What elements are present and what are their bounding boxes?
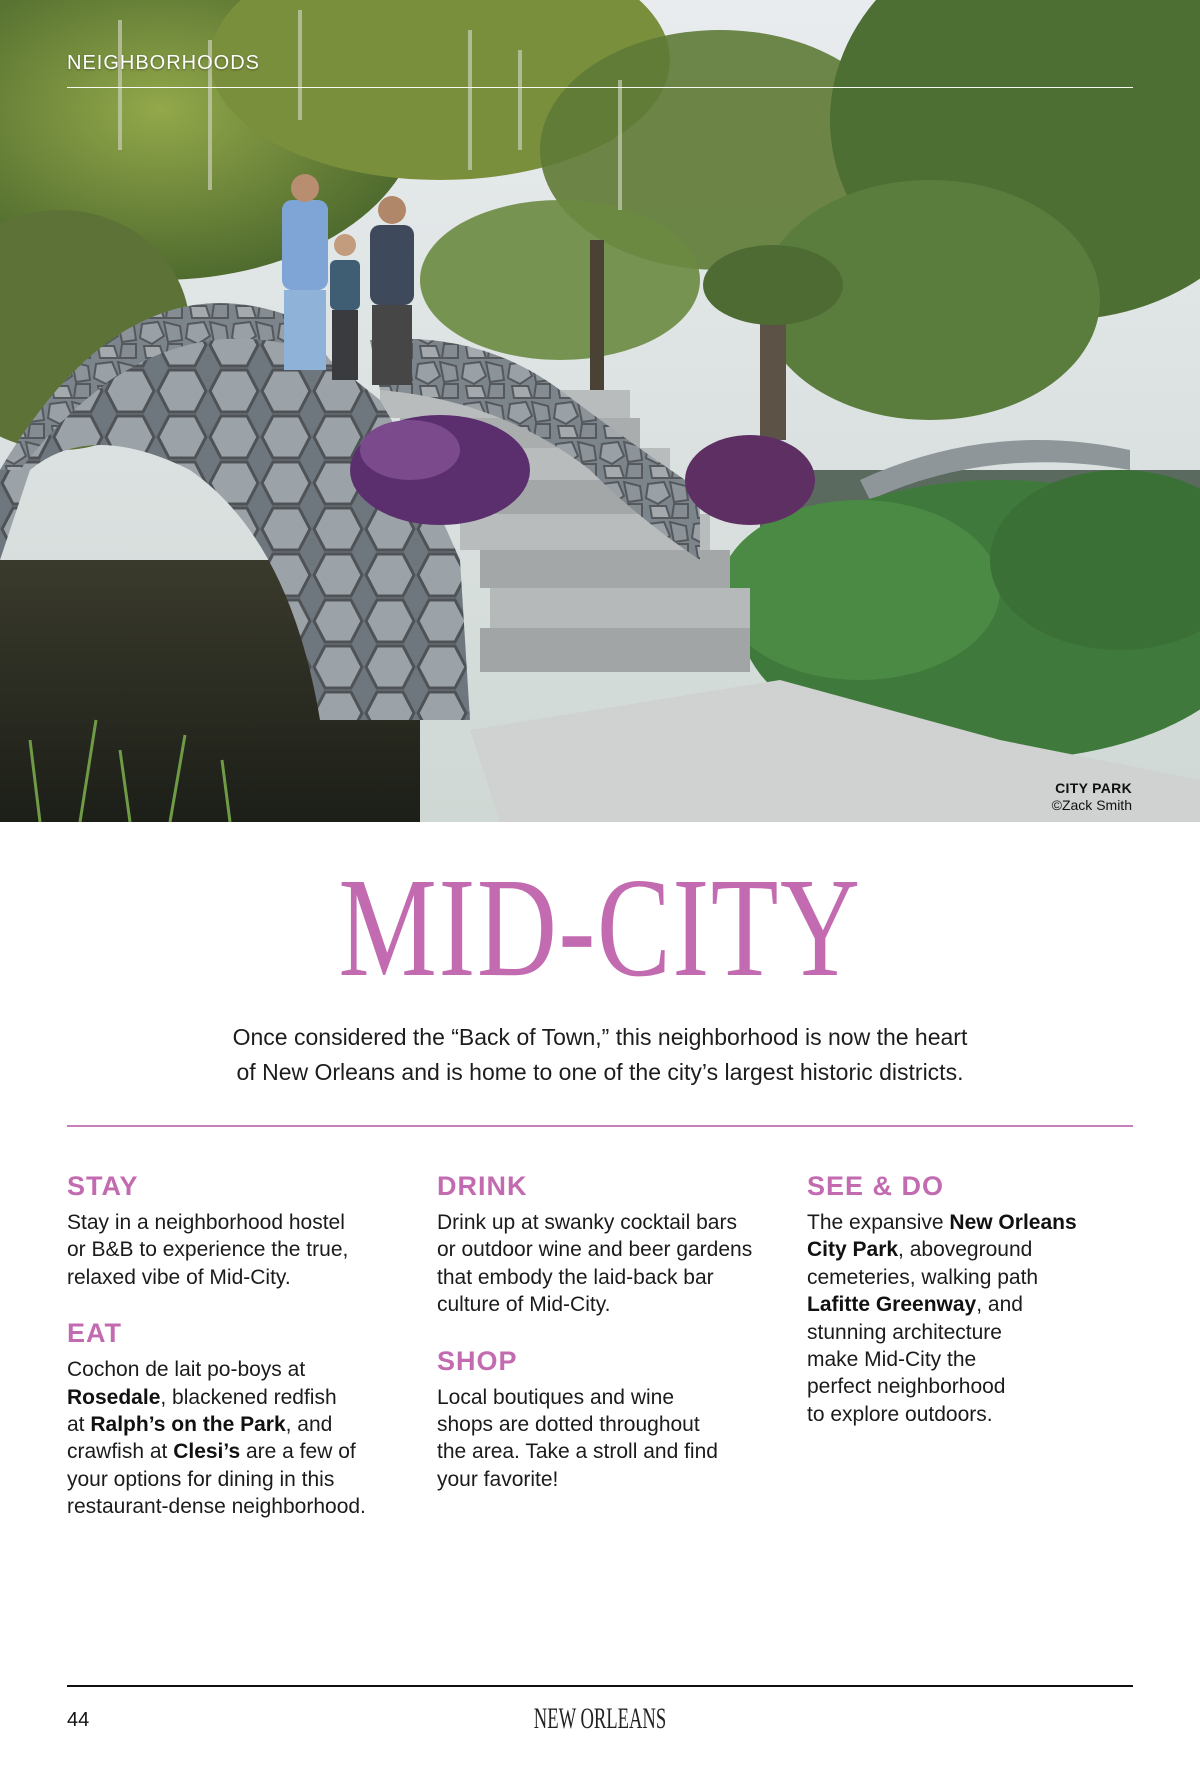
intro-line: Once considered the “Back of Town,” this neighborhood is now the heart xyxy=(232,1024,968,1050)
text-span: crawfish at xyxy=(67,1440,174,1464)
text-line xyxy=(67,1411,397,1438)
text-span: are a few of xyxy=(240,1440,356,1464)
text-line: Drink up at swanky cocktail bars xyxy=(437,1211,737,1234)
text-line: stunning architecture xyxy=(807,1320,1002,1344)
text-line: that embody the laid-back bar xyxy=(437,1265,714,1289)
text-span: , aboveground xyxy=(898,1238,1033,1262)
text-line: culture of Mid-City. xyxy=(437,1293,611,1317)
restaurant-name: Clesi’s xyxy=(173,1440,241,1464)
text-line xyxy=(67,1384,397,1411)
section-label: NEIGHBORHOODS xyxy=(67,52,261,74)
shop-text xyxy=(437,1384,767,1494)
text-line: the area. Take a stroll and find xyxy=(437,1440,718,1464)
place-name: Lafitte Greenway xyxy=(807,1293,977,1317)
content-divider xyxy=(67,1125,1133,1127)
column-drink-shop xyxy=(437,1170,767,1519)
new-orleans-logo: NEW ORLEANS xyxy=(533,1702,667,1735)
text-line: shops are dotted throughout xyxy=(437,1413,700,1437)
shop-heading: SHOP xyxy=(437,1345,518,1376)
photo-location: CITY PARK xyxy=(1055,780,1132,796)
text-line: Cochon de lait po-boys at xyxy=(67,1358,306,1382)
text-line xyxy=(807,1209,1137,1236)
text-line: perfect neighborhood xyxy=(807,1375,1006,1399)
text-line: Stay in a neighborhood hostel xyxy=(67,1211,345,1234)
text-span: at xyxy=(67,1413,91,1437)
text-line: or outdoor wine and beer gardens xyxy=(437,1238,753,1262)
column-see-do xyxy=(807,1170,1137,1454)
text-line: cemeteries, walking path xyxy=(807,1265,1039,1289)
text-line: your favorite! xyxy=(437,1467,559,1491)
place-name: City Park xyxy=(807,1238,899,1262)
photo-credit: ©Zack Smith xyxy=(1051,797,1132,813)
stay-text xyxy=(67,1209,397,1291)
page-title: MID-CITY xyxy=(338,848,862,1006)
text-line xyxy=(67,1438,397,1465)
text-line: Local boutiques and wine xyxy=(437,1385,675,1409)
city-park-bridge-photo xyxy=(0,0,1200,822)
intro-paragraph xyxy=(150,1020,1050,1090)
text-line: make Mid-City the xyxy=(807,1348,977,1372)
text-line: restaurant-dense neighborhood. xyxy=(67,1495,366,1519)
see-do-heading: SEE & DO xyxy=(807,1171,945,1201)
eat-heading: EAT xyxy=(67,1318,122,1349)
section-rule xyxy=(67,87,1133,88)
place-name: New Orleans xyxy=(949,1211,1077,1234)
text-span: , and xyxy=(976,1293,1023,1317)
stay-heading: STAY xyxy=(67,1171,139,1201)
hero-photo xyxy=(0,0,1200,822)
column-stay-eat xyxy=(67,1170,397,1547)
eat-text xyxy=(67,1356,397,1520)
text-line: relaxed vibe of Mid-City. xyxy=(67,1265,291,1289)
text-span: The expansive xyxy=(807,1211,950,1234)
footer-rule xyxy=(67,1685,1133,1687)
text-line: your options for dining in this xyxy=(67,1467,335,1491)
restaurant-name: Ralph’s on the Park xyxy=(90,1413,286,1437)
text-line: to explore outdoors. xyxy=(807,1402,993,1426)
page-number: 44 xyxy=(67,1709,90,1731)
photo-caption xyxy=(1052,780,1132,814)
text-span: , blackened redfish xyxy=(160,1385,337,1409)
text-line: or B&B to experience the true, xyxy=(67,1238,349,1262)
restaurant-name: Rosedale xyxy=(67,1385,161,1409)
drink-heading: DRINK xyxy=(437,1171,528,1201)
text-line xyxy=(807,1236,1137,1263)
intro-line: of New Orleans and is home to one of the city’s largest historic districts. xyxy=(236,1059,964,1085)
drink-text xyxy=(437,1209,767,1319)
text-span: , and xyxy=(285,1413,333,1437)
see-do-text xyxy=(807,1209,1137,1428)
text-line xyxy=(807,1291,1137,1318)
